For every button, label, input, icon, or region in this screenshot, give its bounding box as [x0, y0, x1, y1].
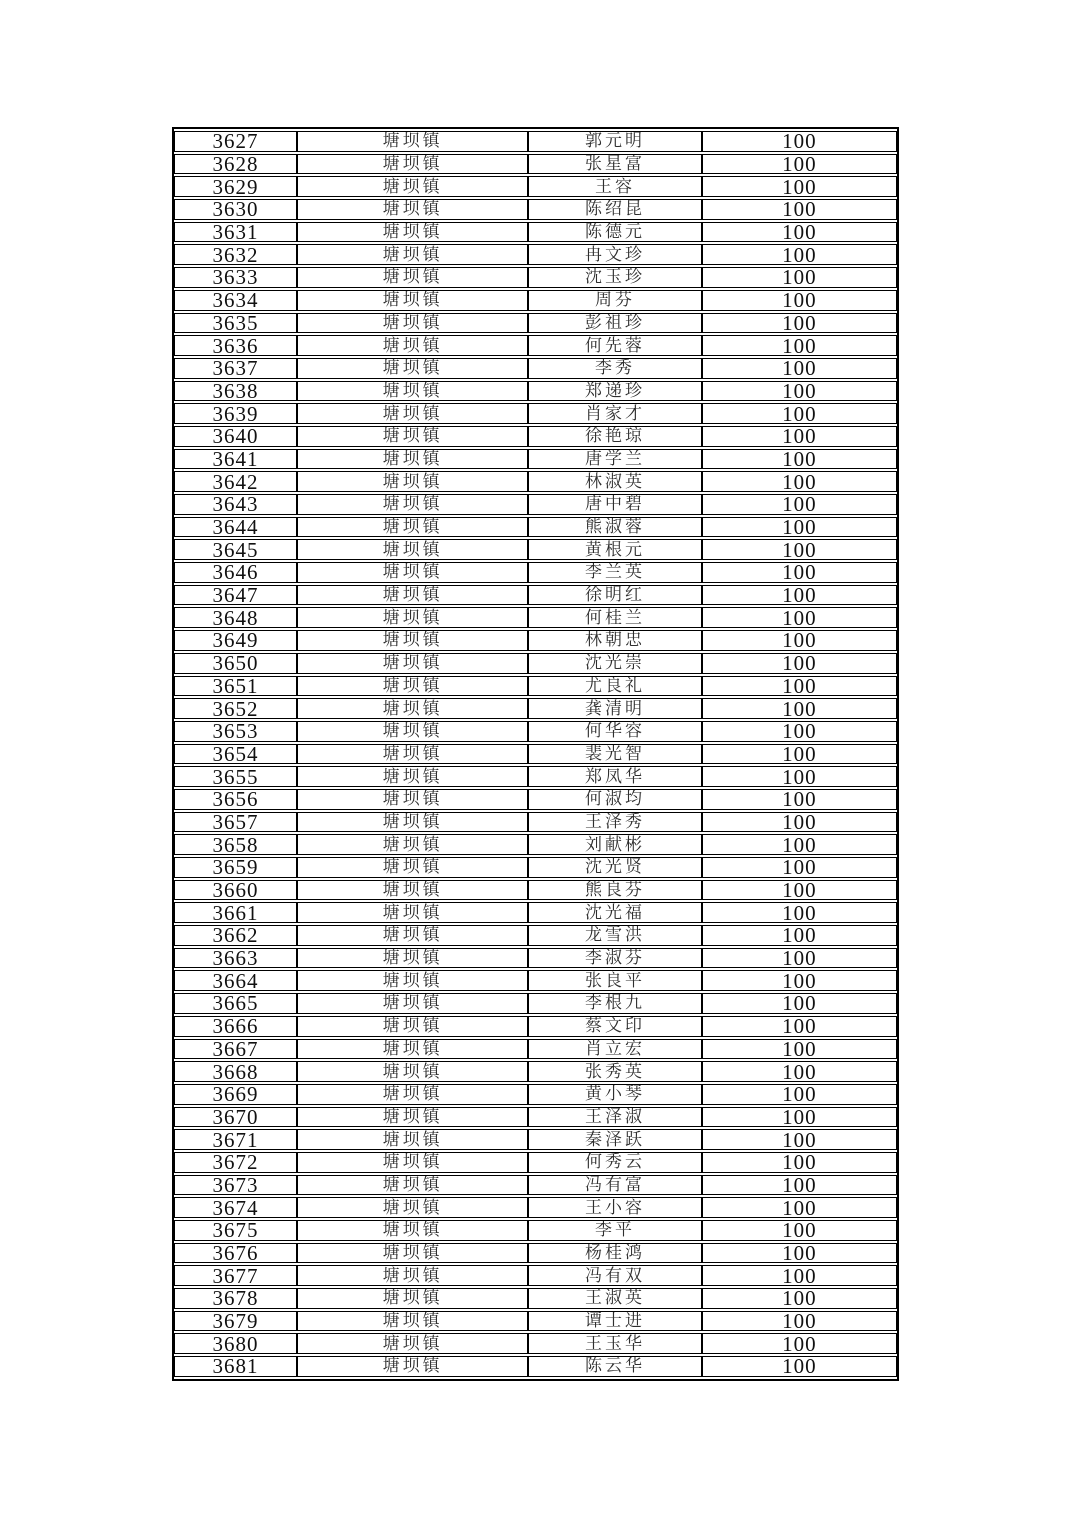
- name-cell: 肖家才: [528, 403, 702, 424]
- score-cell: 100: [702, 381, 897, 402]
- serial-cell: 3681: [174, 1356, 297, 1377]
- serial-cell: 3673: [174, 1175, 297, 1196]
- score-cell: 100: [702, 789, 897, 810]
- serial-cell: 3638: [174, 381, 297, 402]
- serial-cell: 3659: [174, 857, 297, 878]
- serial-cell: 3667: [174, 1039, 297, 1060]
- town-cell: 塘坝镇: [297, 471, 528, 492]
- name-cell: 龙雪洪: [528, 925, 702, 946]
- score-cell: 100: [702, 426, 897, 447]
- score-cell: 100: [702, 812, 897, 833]
- table-row: [174, 766, 897, 787]
- name-cell: 李兰英: [528, 562, 702, 583]
- serial-cell: 3663: [174, 948, 297, 969]
- score-cell: 100: [702, 222, 897, 243]
- town-cell: 塘坝镇: [297, 880, 528, 901]
- serial-cell: 3653: [174, 721, 297, 742]
- serial-cell: 3670: [174, 1107, 297, 1128]
- score-cell: 100: [702, 970, 897, 991]
- town-cell: 塘坝镇: [297, 1084, 528, 1105]
- table-row: [174, 607, 897, 628]
- name-cell: 裴光智: [528, 744, 702, 765]
- name-cell: 李秀: [528, 358, 702, 379]
- table-row: [174, 1288, 897, 1309]
- name-cell: 郑凤华: [528, 766, 702, 787]
- serial-cell: 3656: [174, 789, 297, 810]
- town-cell: 塘坝镇: [297, 721, 528, 742]
- table-row: [174, 925, 897, 946]
- table-row: [174, 222, 897, 243]
- table-row: [174, 313, 897, 334]
- town-cell: 塘坝镇: [297, 1288, 528, 1309]
- town-cell: 塘坝镇: [297, 948, 528, 969]
- roster-table: [172, 127, 899, 1381]
- town-cell: 塘坝镇: [297, 812, 528, 833]
- serial-cell: 3658: [174, 834, 297, 855]
- town-cell: 塘坝镇: [297, 199, 528, 220]
- score-cell: 100: [702, 766, 897, 787]
- table-row: [174, 1061, 897, 1082]
- town-cell: 塘坝镇: [297, 358, 528, 379]
- town-cell: 塘坝镇: [297, 585, 528, 606]
- name-cell: 尤良礼: [528, 676, 702, 697]
- name-cell: 陈绍昆: [528, 199, 702, 220]
- table-row: [174, 471, 897, 492]
- name-cell: 陈德元: [528, 222, 702, 243]
- town-cell: 塘坝镇: [297, 925, 528, 946]
- score-cell: 100: [702, 1152, 897, 1173]
- table-row: [174, 562, 897, 583]
- town-cell: 塘坝镇: [297, 154, 528, 175]
- score-cell: 100: [702, 948, 897, 969]
- name-cell: 彭祖珍: [528, 313, 702, 334]
- name-cell: 王淑英: [528, 1288, 702, 1309]
- name-cell: 何淑均: [528, 789, 702, 810]
- score-cell: 100: [702, 517, 897, 538]
- serial-cell: 3642: [174, 471, 297, 492]
- serial-cell: 3669: [174, 1084, 297, 1105]
- table-row: [174, 403, 897, 424]
- town-cell: 塘坝镇: [297, 1175, 528, 1196]
- serial-cell: 3668: [174, 1061, 297, 1082]
- score-cell: 100: [702, 244, 897, 265]
- score-cell: 100: [702, 902, 897, 923]
- name-cell: 冯有双: [528, 1265, 702, 1286]
- score-cell: 100: [702, 154, 897, 175]
- name-cell: 唐中碧: [528, 494, 702, 515]
- table-row: [174, 970, 897, 991]
- town-cell: 塘坝镇: [297, 1243, 528, 1264]
- score-cell: 100: [702, 744, 897, 765]
- serial-cell: 3641: [174, 449, 297, 470]
- serial-cell: 3651: [174, 676, 297, 697]
- name-cell: 何秀云: [528, 1152, 702, 1173]
- table-row: [174, 948, 897, 969]
- table-row: [174, 517, 897, 538]
- score-cell: 100: [702, 1333, 897, 1354]
- serial-cell: 3634: [174, 290, 297, 311]
- serial-cell: 3655: [174, 766, 297, 787]
- serial-cell: 3679: [174, 1311, 297, 1332]
- name-cell: 李平: [528, 1220, 702, 1241]
- serial-cell: 3678: [174, 1288, 297, 1309]
- town-cell: 塘坝镇: [297, 993, 528, 1014]
- score-cell: 100: [702, 358, 897, 379]
- name-cell: 肖立宏: [528, 1039, 702, 1060]
- name-cell: 沈光崇: [528, 653, 702, 674]
- score-cell: 100: [702, 676, 897, 697]
- serial-cell: 3677: [174, 1265, 297, 1286]
- town-cell: 塘坝镇: [297, 1356, 528, 1377]
- score-cell: 100: [702, 1129, 897, 1150]
- name-cell: 周芬: [528, 290, 702, 311]
- table-row: [174, 698, 897, 719]
- town-cell: 塘坝镇: [297, 1152, 528, 1173]
- score-cell: 100: [702, 1084, 897, 1105]
- name-cell: 沈光贤: [528, 857, 702, 878]
- serial-cell: 3660: [174, 880, 297, 901]
- name-cell: 王泽淑: [528, 1107, 702, 1128]
- serial-cell: 3628: [174, 154, 297, 175]
- name-cell: 何先蓉: [528, 335, 702, 356]
- town-cell: 塘坝镇: [297, 766, 528, 787]
- score-cell: 100: [702, 1197, 897, 1218]
- town-cell: 塘坝镇: [297, 313, 528, 334]
- name-cell: 王玉华: [528, 1333, 702, 1354]
- table-row: [174, 653, 897, 674]
- name-cell: 蔡文印: [528, 1016, 702, 1037]
- score-cell: 100: [702, 630, 897, 651]
- table-row: [174, 449, 897, 470]
- score-cell: 100: [702, 653, 897, 674]
- town-cell: 塘坝镇: [297, 1107, 528, 1128]
- table-row: [174, 902, 897, 923]
- serial-cell: 3636: [174, 335, 297, 356]
- table-row: [174, 1107, 897, 1128]
- name-cell: 黄根元: [528, 539, 702, 560]
- town-cell: 塘坝镇: [297, 789, 528, 810]
- table-row: [174, 244, 897, 265]
- town-cell: 塘坝镇: [297, 630, 528, 651]
- table-row: [174, 494, 897, 515]
- score-cell: 100: [702, 1061, 897, 1082]
- score-cell: 100: [702, 313, 897, 334]
- name-cell: 谭士进: [528, 1311, 702, 1332]
- serial-cell: 3631: [174, 222, 297, 243]
- serial-cell: 3657: [174, 812, 297, 833]
- serial-cell: 3666: [174, 1016, 297, 1037]
- table-row: [174, 1152, 897, 1173]
- serial-cell: 3671: [174, 1129, 297, 1150]
- table-row: [174, 721, 897, 742]
- table-row: [174, 154, 897, 175]
- table-row: [174, 1243, 897, 1264]
- name-cell: 冯有富: [528, 1175, 702, 1196]
- serial-cell: 3661: [174, 902, 297, 923]
- name-cell: 张良平: [528, 970, 702, 991]
- name-cell: 王泽秀: [528, 812, 702, 833]
- score-cell: 100: [702, 539, 897, 560]
- town-cell: 塘坝镇: [297, 1129, 528, 1150]
- name-cell: 杨桂鸿: [528, 1243, 702, 1264]
- town-cell: 塘坝镇: [297, 1016, 528, 1037]
- table-row: [174, 1356, 897, 1377]
- serial-cell: 3633: [174, 267, 297, 288]
- score-cell: 100: [702, 857, 897, 878]
- serial-cell: 3680: [174, 1333, 297, 1354]
- table-row: [174, 131, 897, 152]
- town-cell: 塘坝镇: [297, 653, 528, 674]
- town-cell: 塘坝镇: [297, 1061, 528, 1082]
- score-cell: 100: [702, 607, 897, 628]
- table-row: [174, 676, 897, 697]
- score-cell: 100: [702, 993, 897, 1014]
- score-cell: 100: [702, 471, 897, 492]
- town-cell: 塘坝镇: [297, 381, 528, 402]
- name-cell: 张星富: [528, 154, 702, 175]
- score-cell: 100: [702, 494, 897, 515]
- table-row: [174, 290, 897, 311]
- name-cell: 林淑英: [528, 471, 702, 492]
- table-row: [174, 1175, 897, 1196]
- town-cell: 塘坝镇: [297, 1039, 528, 1060]
- table-row: [174, 1084, 897, 1105]
- score-cell: 100: [702, 1175, 897, 1196]
- score-cell: 100: [702, 585, 897, 606]
- town-cell: 塘坝镇: [297, 1311, 528, 1332]
- town-cell: 塘坝镇: [297, 539, 528, 560]
- table-row: [174, 993, 897, 1014]
- town-cell: 塘坝镇: [297, 1333, 528, 1354]
- serial-cell: 3647: [174, 585, 297, 606]
- name-cell: 冉文珍: [528, 244, 702, 265]
- serial-cell: 3629: [174, 176, 297, 197]
- score-cell: 100: [702, 199, 897, 220]
- table-row: [174, 744, 897, 765]
- town-cell: 塘坝镇: [297, 267, 528, 288]
- town-cell: 塘坝镇: [297, 176, 528, 197]
- table-row: [174, 812, 897, 833]
- score-cell: 100: [702, 925, 897, 946]
- town-cell: 塘坝镇: [297, 834, 528, 855]
- table-row: [174, 1265, 897, 1286]
- name-cell: 龚清明: [528, 698, 702, 719]
- serial-cell: 3676: [174, 1243, 297, 1264]
- score-cell: 100: [702, 131, 897, 152]
- town-cell: 塘坝镇: [297, 403, 528, 424]
- name-cell: 沈玉珍: [528, 267, 702, 288]
- score-cell: 100: [702, 1311, 897, 1332]
- town-cell: 塘坝镇: [297, 744, 528, 765]
- table-row: [174, 335, 897, 356]
- name-cell: 陈云华: [528, 1356, 702, 1377]
- serial-cell: 3652: [174, 698, 297, 719]
- score-cell: 100: [702, 698, 897, 719]
- town-cell: 塘坝镇: [297, 1265, 528, 1286]
- name-cell: 李根九: [528, 993, 702, 1014]
- score-cell: 100: [702, 1039, 897, 1060]
- table-row: [174, 1129, 897, 1150]
- town-cell: 塘坝镇: [297, 494, 528, 515]
- town-cell: 塘坝镇: [297, 449, 528, 470]
- table-row: [174, 880, 897, 901]
- name-cell: 熊良芬: [528, 880, 702, 901]
- table-row: [174, 1039, 897, 1060]
- serial-cell: 3640: [174, 426, 297, 447]
- town-cell: 塘坝镇: [297, 970, 528, 991]
- town-cell: 塘坝镇: [297, 131, 528, 152]
- score-cell: 100: [702, 880, 897, 901]
- table-row: [174, 834, 897, 855]
- name-cell: 徐艳琼: [528, 426, 702, 447]
- town-cell: 塘坝镇: [297, 1220, 528, 1241]
- score-cell: 100: [702, 335, 897, 356]
- town-cell: 塘坝镇: [297, 698, 528, 719]
- table-row: [174, 1311, 897, 1332]
- name-cell: 郑递珍: [528, 381, 702, 402]
- table-row: [174, 1220, 897, 1241]
- table-row: [174, 381, 897, 402]
- score-cell: 100: [702, 403, 897, 424]
- serial-cell: 3639: [174, 403, 297, 424]
- serial-cell: 3637: [174, 358, 297, 379]
- town-cell: 塘坝镇: [297, 1197, 528, 1218]
- town-cell: 塘坝镇: [297, 517, 528, 538]
- score-cell: 100: [702, 1107, 897, 1128]
- name-cell: 黄小琴: [528, 1084, 702, 1105]
- score-cell: 100: [702, 1356, 897, 1377]
- score-cell: 100: [702, 1243, 897, 1264]
- table-row: [174, 176, 897, 197]
- table-row: [174, 426, 897, 447]
- name-cell: 唐学兰: [528, 449, 702, 470]
- name-cell: 何桂兰: [528, 607, 702, 628]
- serial-cell: 3645: [174, 539, 297, 560]
- town-cell: 塘坝镇: [297, 676, 528, 697]
- score-cell: 100: [702, 1220, 897, 1241]
- serial-cell: 3672: [174, 1152, 297, 1173]
- town-cell: 塘坝镇: [297, 857, 528, 878]
- table-row: [174, 630, 897, 651]
- name-cell: 林朝忠: [528, 630, 702, 651]
- table-row: [174, 539, 897, 560]
- serial-cell: 3664: [174, 970, 297, 991]
- serial-cell: 3635: [174, 313, 297, 334]
- score-cell: 100: [702, 176, 897, 197]
- score-cell: 100: [702, 721, 897, 742]
- table-row: [174, 789, 897, 810]
- score-cell: 100: [702, 290, 897, 311]
- serial-cell: 3650: [174, 653, 297, 674]
- score-cell: 100: [702, 1265, 897, 1286]
- name-cell: 何华容: [528, 721, 702, 742]
- table-row: [174, 1197, 897, 1218]
- serial-cell: 3674: [174, 1197, 297, 1218]
- name-cell: 张秀英: [528, 1061, 702, 1082]
- table-row: [174, 1016, 897, 1037]
- name-cell: 王小容: [528, 1197, 702, 1218]
- score-cell: 100: [702, 267, 897, 288]
- score-cell: 100: [702, 1016, 897, 1037]
- name-cell: 李淑芬: [528, 948, 702, 969]
- serial-cell: 3648: [174, 607, 297, 628]
- table-row: [174, 1333, 897, 1354]
- town-cell: 塘坝镇: [297, 607, 528, 628]
- score-cell: 100: [702, 1288, 897, 1309]
- name-cell: 王容: [528, 176, 702, 197]
- serial-cell: 3644: [174, 517, 297, 538]
- serial-cell: 3649: [174, 630, 297, 651]
- town-cell: 塘坝镇: [297, 426, 528, 447]
- town-cell: 塘坝镇: [297, 222, 528, 243]
- name-cell: 秦泽跃: [528, 1129, 702, 1150]
- name-cell: 徐明红: [528, 585, 702, 606]
- serial-cell: 3662: [174, 925, 297, 946]
- table-row: [174, 585, 897, 606]
- serial-cell: 3654: [174, 744, 297, 765]
- serial-cell: 3632: [174, 244, 297, 265]
- name-cell: 熊淑蓉: [528, 517, 702, 538]
- serial-cell: 3643: [174, 494, 297, 515]
- town-cell: 塘坝镇: [297, 902, 528, 923]
- table-body: [174, 131, 897, 1377]
- score-cell: 100: [702, 449, 897, 470]
- serial-cell: 3646: [174, 562, 297, 583]
- name-cell: 郭元明: [528, 131, 702, 152]
- serial-cell: 3630: [174, 199, 297, 220]
- table-row: [174, 267, 897, 288]
- table-row: [174, 857, 897, 878]
- town-cell: 塘坝镇: [297, 335, 528, 356]
- table-row: [174, 199, 897, 220]
- serial-cell: 3665: [174, 993, 297, 1014]
- score-cell: 100: [702, 834, 897, 855]
- town-cell: 塘坝镇: [297, 244, 528, 265]
- table-row: [174, 358, 897, 379]
- serial-cell: 3627: [174, 131, 297, 152]
- town-cell: 塘坝镇: [297, 290, 528, 311]
- score-cell: 100: [702, 562, 897, 583]
- name-cell: 刘献彬: [528, 834, 702, 855]
- town-cell: 塘坝镇: [297, 562, 528, 583]
- name-cell: 沈光福: [528, 902, 702, 923]
- serial-cell: 3675: [174, 1220, 297, 1241]
